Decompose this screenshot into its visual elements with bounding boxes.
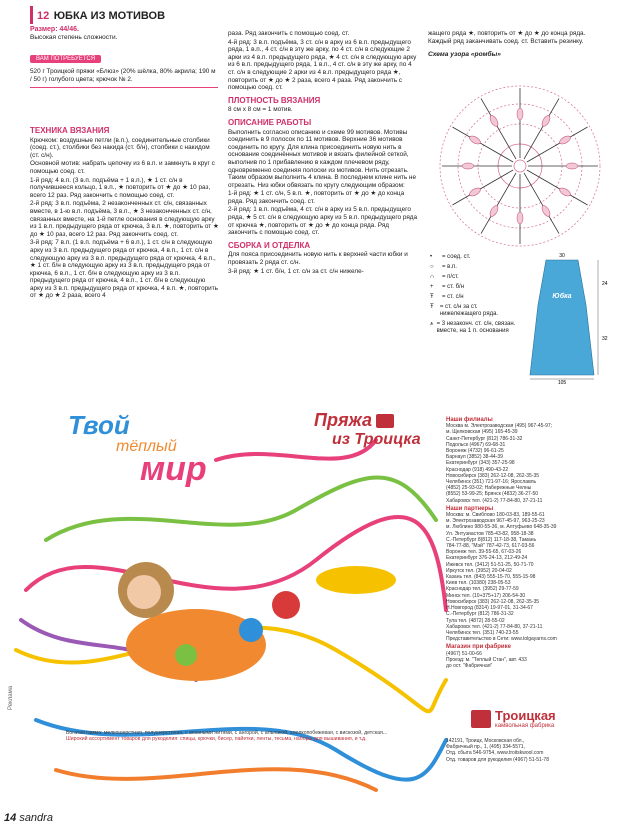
- row1-text: 1-й ряд: ★ 1 ст. с/н, 5 в.п. ★, повторить от ★ до ★ до конца ряда. Ряд закончить соед. ст.: [228, 190, 405, 205]
- partner-line: Краснодар тел. (3952) 29-77-59: [446, 586, 519, 593]
- diagram-petal: [462, 163, 474, 169]
- partners-list: [446, 512, 616, 642]
- legend-text: = п/ст.: [442, 274, 459, 280]
- work-text: Выполнить согласно описанию и схеме 99 мотивов. Мотивы соединить в 9 полосок по 11 мотивов. Верхние 36 мотивов соединить по кругу. Для клина присоединить новую нить в основание соединённых мотивов и вязать филейной сеткой, выполнив по 1 прибавлению в каждом плечевом ряду, одновременно соединяя полоски из мотивов. Нить отрезать. Таким образом выполнить 4 клина. В последнем клине нить не отрезать. Низ юбки обвязать по кругу следующим образом:: [228, 128, 417, 189]
- density-heading: ПЛОТНОСТЬ ВЯЗАНИЯ: [228, 95, 321, 105]
- office-line: Барнаул (3852) 38-44-39: [446, 454, 503, 461]
- company-sub: камвольная фабрика: [495, 723, 555, 729]
- diagram-petal: [517, 108, 523, 120]
- partner-line: Ижевск тел. (3412) 51-51-25, 50-71-70: [446, 561, 534, 568]
- offices-heading: Наши филиалы: [446, 417, 493, 423]
- dim-bottom: 105: [557, 380, 567, 386]
- diagram-petal: [468, 134, 481, 145]
- legend-symbol: •: [430, 254, 433, 260]
- diagram-petal: [517, 212, 523, 224]
- legend-text: = 3 незаконч. ст. с/н, связан. вместе, на 1 п. основания: [436, 321, 516, 334]
- office-line: Челябинск (351) 721-97-16; Ярославль: [446, 479, 537, 486]
- partner-line: Н.Новгород (8314) 19-97-01, 31-34-67: [446, 605, 533, 612]
- office-line: Санкт-Петербург (812) 786-31-32: [446, 435, 523, 442]
- range-text-block: [66, 730, 436, 743]
- address-line: 142191, Троицк, Московская обл.,: [446, 738, 525, 744]
- legend-text: = в.п.: [442, 264, 457, 270]
- need-label-wrap: [30, 47, 218, 65]
- skirt-shape: [530, 260, 594, 375]
- technique-p3: 1-й ряд: 4 в.п. (3 в.п. подъёма + 1 в.п.), ★ 1 ст. с/н в получившееся кольцо, 1 в.п., ★ повторить от ★ до ★ 10 раз, всего 12 раз. Ряд закончить с помощью соед. ст.: [30, 176, 211, 199]
- magazine-name: sandra: [19, 812, 53, 824]
- diagram-petal: [558, 186, 571, 197]
- diagram-petal: [558, 134, 571, 145]
- partner-line: Казань тел. (843) 555-15-70, 555-15-98: [446, 574, 536, 581]
- page-number: 14: [4, 812, 17, 824]
- diagram-stitch-line: [524, 173, 559, 234]
- technique-heading: ТЕХНИКА ВЯЗАНИЯ: [30, 126, 110, 135]
- partner-line: 784-77-88, "Мэй" 787-42-73, 617-03-56: [446, 543, 535, 550]
- article-header: [30, 6, 218, 88]
- factory-shops-list: [446, 651, 616, 670]
- office-line: м. Щелковская (495) 165-45-39: [446, 429, 518, 436]
- office-line: Екатеринбург (343) 357-25-98: [446, 460, 515, 467]
- advertisement: [8, 400, 616, 815]
- diagram-petal: [488, 204, 499, 217]
- partner-line: С.-Петербург (812) 786-31-32: [446, 611, 514, 618]
- pattern-label: Юбка: [552, 293, 572, 300]
- technique-p2: Основной мотив: набрать цепочку из 6 в.п. и замкнуть в круг с помощью соед. ст.: [30, 160, 215, 175]
- partner-line: Новосибирск (383) 262-12-08, 262-35-35: [446, 598, 540, 605]
- office-line: (8552) 53-99-25; Брянск (4832) 36-27-50: [446, 491, 539, 498]
- scheme-legend: [430, 254, 520, 338]
- address-line: Отд. сбыта 546-9754, www.troitskwool.com: [446, 750, 544, 757]
- technique-p1: Крючком: воздушные петли (в.п.), соединительные столбики (соед. ст.), столбики без накида (ст. б/н), столбики с накидом (ст. с/н).: [30, 136, 210, 159]
- legend-symbol: +: [430, 284, 434, 290]
- dim-side1: 24: [602, 281, 608, 287]
- diagram-petal: [540, 114, 551, 127]
- motif-diagram: [430, 82, 610, 250]
- yarn-ball: [239, 618, 263, 642]
- factory-shop-line: (4967) 51-00-66: [446, 650, 482, 657]
- difficulty-line: Высокая степень сложности.: [30, 34, 118, 41]
- company-mark-icon: [471, 710, 491, 728]
- slogan-line3: мир: [140, 450, 207, 488]
- range-text: Богатая гамма: мелкошерстная, полушерстяная, с вязаными нитями, с ангорой, с альпакой, хлопкопобежевая, с вискозой, детская...: [66, 730, 388, 736]
- partner-line: Минск тел. (10+375+17) 206-54-30: [446, 592, 526, 599]
- yarn-ball: [272, 591, 300, 619]
- partner-line: м. Люблино 980-55-36, м. Алтуфьево 648-35-39: [446, 524, 557, 531]
- legend-text: = ст. с/н: [442, 294, 464, 300]
- office-line: Подольск (4967) 69-68-31: [446, 441, 506, 448]
- scheme-column: [428, 30, 608, 59]
- legend-item: [430, 274, 520, 281]
- need-label: ВАМ ПОТРЕБУЕТСЯ: [30, 55, 101, 63]
- dim-top: 30: [559, 253, 565, 259]
- diagram-stitch-line: [527, 127, 588, 162]
- brand-line1: Пряжа: [314, 410, 373, 430]
- legend-text: = ст. с/н за ст. нижележащего ряда.: [439, 304, 499, 317]
- office-line: Новосибирск (383) 262-12-08, 262-35-35: [446, 472, 540, 479]
- legend-symbol: ⩚: [430, 321, 434, 327]
- partner-line: Ул. Энтузиастов 785-43-82, 958-18-38: [446, 530, 534, 537]
- office-line: (4852) 25-93-02; Набережные Челны: [446, 485, 532, 492]
- dim-side2: 32: [602, 336, 608, 342]
- partner-line: Иркутск тел. (3952) 20-04-02: [446, 567, 512, 574]
- yarn-ball: [175, 644, 197, 666]
- partner-line: Хабаровск тел. (421-2) 77-84-80, 37-21-11: [446, 623, 543, 630]
- factory-shops-heading: Магазин при фабрике: [446, 644, 511, 651]
- diagram-stitch-line: [481, 173, 516, 234]
- contacts-column: [446, 415, 616, 669]
- legend-item: [430, 321, 520, 335]
- technique-column: [30, 122, 220, 301]
- partner-line: м. Электрозаводская 967-45-97, 963-25-23: [446, 518, 545, 525]
- partner-line: Челябинск тел. (351) 740-23-55: [446, 629, 519, 636]
- partner-line: С.-Петербург 8(812) 117-18-38, Тамань: [446, 536, 537, 543]
- technique-p4: 2-й ряд: 3 в.п. подъёма, 2 незаконченных ст. с/н, связанных вместе, в 1-ю в.п. подъёма, 3 в.п., ★ 3 незаконченных ст. с/н, связанных вместе, на 1-й петле основания в следующую арку из 1 в.п. предыдущего ряда от крючка, 3 в.п. ★, повторить от ★ до ★ 10 раз, всего 12 раз. Ряд закончить соед. ст.: [30, 200, 219, 238]
- office-line: Воронеж (4732) 96-61-25: [446, 448, 504, 455]
- row2-text: 2-й ряд: 1 в.п. подъёма, 4 ст. с/н в арку из 5 в.п. предыдущего ряда, ★ 5 ст. с/н в следующую арку из 5 в.п. предыдущего ряда от крючка ★, повторить от ★ до ★ до конца ряда. Ряд закончить с помощью соед. ст.: [228, 206, 418, 237]
- legend-item: [430, 284, 520, 291]
- office-line: Москва м. Электрозаводская (495) 967-45-97;: [446, 423, 553, 430]
- legend-symbol: ∩: [430, 274, 435, 280]
- col2-p1: раза. Ряд закончить с помощью соед. ст.: [228, 30, 350, 37]
- brand-line2: из Троицка: [332, 431, 421, 448]
- technique-p5: 3-й ряд: 7 в.п. (1 в.п. подъёма + 6 в.п.), 1 ст. с/н в следующую арку из 3 в.п. предыдущего ряда от крючка, 4 в.п., 1 ст. с/н в следующую арку из 3 в.п. предыдущего ряда от крючка, 4 в.п., ★ 1 ст. б/н в следующую арку из 3 в.п. предыдущего ряда от крючка, 6 в.п., 1 ст. б/н в следующую арку из 3 в.п. предыдущего ряда от крючка, 4 в.п., 1 ст. б/н в следующую арку из 3 в.п. предыдущего ряда от крючка, 4 в.п. ★, повторить от ★ до ★ 2 раза, всего 4: [30, 239, 219, 300]
- partner-line: Воронеж тел. 39-55-65, 67-03-26: [446, 549, 522, 556]
- brand-logo: [314, 410, 421, 449]
- article-title: ЮБКА ИЗ МОТИВОВ: [53, 10, 166, 22]
- partner-line: Тула тел. (4872) 28-55-02: [446, 617, 505, 624]
- diagram-petal: [488, 114, 499, 127]
- partner-line: Екатеринбург 376-24-13, 212-49-24: [446, 555, 528, 562]
- factory-shop-line: до ост. "Фабричная": [446, 662, 493, 669]
- diagram-petal: [468, 186, 481, 197]
- legend-item: [430, 254, 520, 261]
- slogan-line1: Твой: [68, 410, 130, 440]
- offices-list: [446, 423, 616, 504]
- company-name: Троицкая: [495, 708, 556, 723]
- company-address: [446, 738, 616, 763]
- legend-item: [430, 264, 520, 271]
- yarn-strands-decoration: [16, 400, 446, 815]
- brand-mark-icon: [376, 414, 394, 428]
- figure-face: [127, 575, 161, 609]
- col3-p1: жащего ряда ★, повторить от ★ до ★ до конца ряда. Каждый ряд заканчивать соед. ст. Вставить резинку.: [428, 30, 586, 45]
- work-heading: ОПИСАНИЕ РАБОТЫ: [228, 117, 312, 127]
- size-line: Размер: 44/46.: [30, 26, 79, 33]
- legend-symbol: Ŧ: [430, 294, 434, 300]
- row3-text: 3-й ряд: ★ 1 ст. б/н, 1 ст. с/н за ст. с/н нижеле-: [228, 267, 364, 275]
- slogan-line2: тёплый: [116, 438, 177, 455]
- legend-symbol: Ŧ: [430, 304, 434, 310]
- partner-line: Москва: м. Свиблово 180-03-83, 189-55-61: [446, 512, 545, 519]
- col2-p2: 4-й ряд: 3 в.п. подъёма, 3 ст. с/н в арку из 6 в.п. предыдущего ряда, 1 в.п., 4 ст. с/н в эту же арку, по 4 ст. с/н в следующие 2 арки из 4 в.п. предыдущего ряда, ★ 4 ст. с/н в следующую арку из 6 в.п. предыдущего ряда, 1 в.п., 4 ст. с/н в эту же арку, по 4 ст. с/н в следующие 2 арки из 4 в.п. предыдущего ряда ★, повторить от ★ до ★ 2 раза, всего 4 раза. Ряд закончить с помощью соед. ст.: [228, 38, 417, 92]
- range-text2: Широкий ассортимент товаров для рукоделия: спицы, крючки, бисер, пайетки, ленты, тесьма, наборы для вышивания, и т.д.: [66, 736, 367, 743]
- density-text: 8 см х 8 см = 1 мотив.: [228, 106, 293, 114]
- figure-legs: [316, 566, 396, 594]
- skirt-pattern: [522, 250, 614, 390]
- article-number: 12: [37, 10, 50, 22]
- partners-heading: Наши партнеры: [446, 505, 494, 512]
- assembly-text: Для пояса присоединить новую нить к верхней части юбки и провязать 2 ряда ст. с/н.: [228, 251, 408, 267]
- partner-line: Киев тел. (10380) 238-05-53: [446, 580, 511, 587]
- legend-text: = соед. ст.: [442, 254, 471, 260]
- company-logo: [471, 708, 556, 729]
- materials: 520 г Троицкой пряжи «Блюз» (20% шёлка, 80% акрила; 190 м / 50 г) голубого цвета; крючок № 2.: [30, 68, 218, 88]
- address-line: Фабричный пр., 1, (495) 334-5571,: [446, 744, 525, 751]
- address-line: Отд. товаров для рукоделия (4967) 51-51-78: [446, 756, 549, 763]
- office-line: Краснодар (918) 490-43-22: [446, 466, 509, 473]
- legend-symbol: ○: [430, 264, 434, 270]
- advert-label: Реклама: [8, 685, 14, 710]
- diagram-petal: [540, 204, 551, 217]
- assembly-heading: СБОРКА И ОТДЕЛКА: [228, 240, 311, 250]
- legend-text: = ст. б/н: [442, 284, 465, 290]
- legend-item: [430, 294, 520, 301]
- scheme-title: Схема узора «ромбы»: [428, 51, 501, 59]
- work-column: [228, 30, 418, 276]
- diagram-petal: [566, 163, 578, 169]
- legend-item: [430, 304, 520, 318]
- factory-shop-line: Проезд: м. "Теплый Стан", авт. 433: [446, 656, 527, 663]
- office-line: Хабаровск тел. (421-2) 77-84-80, 37-21-11: [446, 497, 543, 504]
- page-footer: [4, 812, 53, 824]
- partner-line: Представительство в Сети: www.tolgayarns.com: [446, 636, 557, 643]
